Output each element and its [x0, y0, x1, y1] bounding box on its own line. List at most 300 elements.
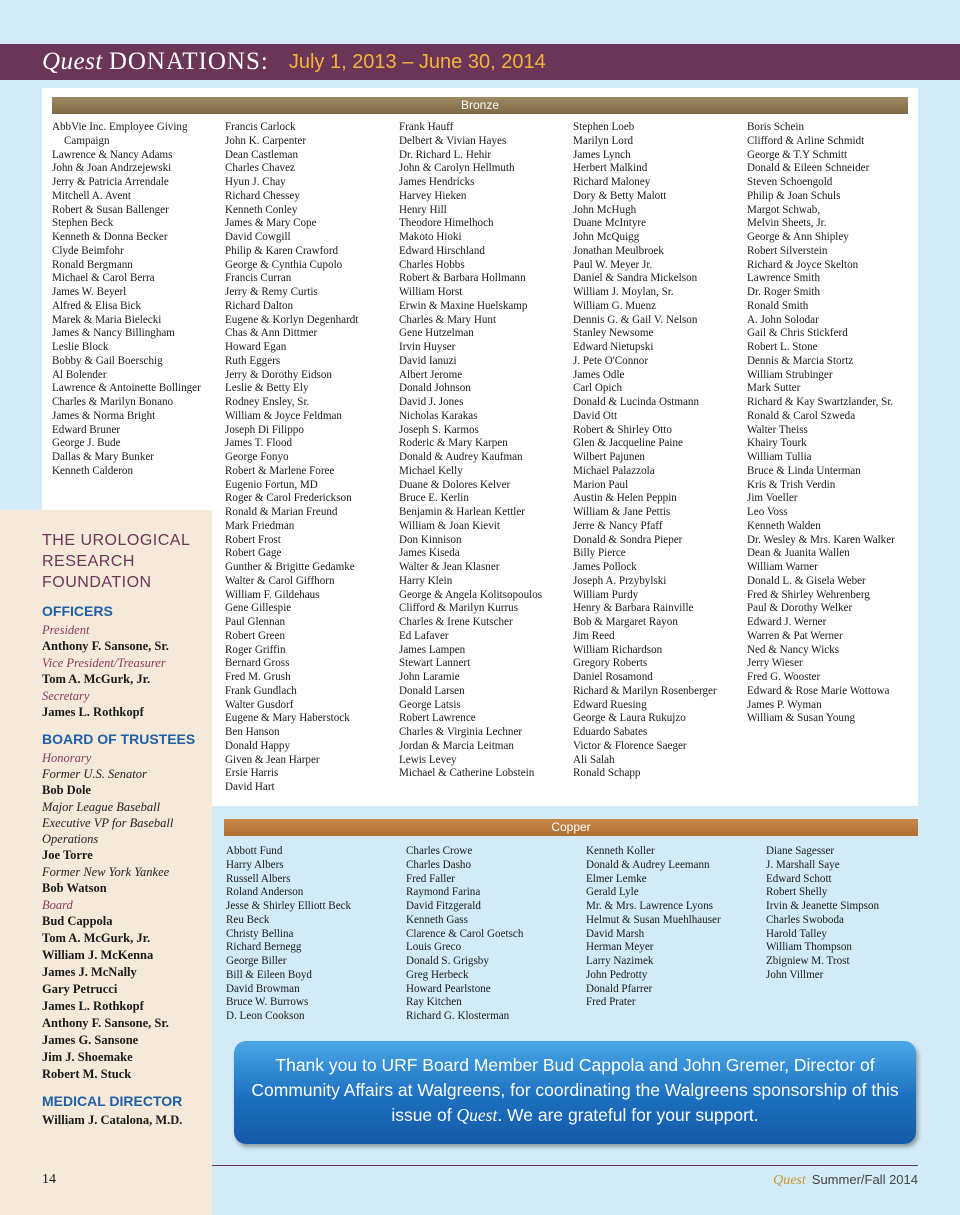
bronze-donor: Donald & Sondra Pieper	[573, 533, 683, 546]
bronze-donor: Donald Larsen	[399, 684, 465, 697]
bronze-donor: John & Carolyn Hellmuth	[399, 162, 515, 175]
board-member: James L. Rothkopf	[42, 999, 144, 1013]
footer-quest: Quest	[773, 1173, 806, 1188]
bronze-donor: John McQuigg	[573, 231, 640, 243]
bronze-donor: Charles & Irene Kutscher	[399, 616, 513, 628]
date-range: July 1, 2013 – June 30, 2014	[288, 50, 546, 73]
bronze-donor: Robert Silverstein	[747, 244, 828, 257]
bronze-donor: Don Kinnison	[399, 533, 462, 546]
bronze-donor: Gene Hutzelman	[399, 327, 474, 340]
bronze-donor: James W. Beyerl	[52, 286, 127, 298]
bronze-donor: Edward & Rose Marie Wottowa	[747, 684, 890, 697]
bronze-donor: Jerre & Nancy Pfaff	[573, 519, 663, 532]
bronze-donor: Stephen Loeb	[573, 121, 635, 133]
bronze-donor: Delbert & Vivian Hayes	[399, 134, 507, 147]
urf-sidebar	[0, 510, 212, 1215]
bronze-donor: Walter & Jean Klasner	[399, 561, 500, 573]
bronze-donor: Ruth Eggers	[225, 354, 281, 367]
copper-donor: Diane Sagesser	[766, 845, 835, 857]
copper-donor: John Pedrotty	[586, 968, 648, 981]
officers-heading: OFFICERS	[42, 603, 113, 619]
bronze-donor: William G. Muenz	[573, 299, 657, 312]
bronze-donor: William Warner	[747, 561, 818, 573]
bronze-donor: Bobby & Gail Boerschig	[52, 354, 163, 367]
board-member: Tom A. McGurk, Jr.	[42, 931, 151, 945]
bronze-donor: Edward Ruesing	[573, 698, 647, 711]
bronze-donor: A. John Solodar	[747, 313, 819, 326]
bronze-donor: Fred M. Grush	[225, 671, 291, 683]
bronze-donor: Jim Reed	[573, 629, 615, 642]
bronze-donor: George J. Bude	[52, 437, 121, 450]
bronze-donor: Erwin & Maxine Huelskamp	[399, 299, 528, 312]
bronze-donor: Michael & Carol Berra	[52, 272, 155, 285]
bronze-donor: William Tullia	[747, 451, 812, 463]
bronze-donor: Edward Nietupski	[573, 341, 654, 353]
bronze-donor: George & Cynthia Cupolo	[225, 258, 343, 271]
bronze-donor: Donald & Eileen Schneider	[747, 162, 870, 175]
copper-donor: Donald & Audrey Leemann	[586, 858, 710, 871]
bronze-donor: Charles Hobbs	[399, 258, 465, 271]
secretary-name: James L. Rothkopf	[42, 705, 144, 719]
bronze-donor: Nicholas Karakas	[399, 409, 478, 422]
bronze-donor: James Lampen	[399, 643, 466, 656]
vp-role: Vice President/Treasurer	[42, 656, 166, 670]
bronze-donor: William Horst	[399, 286, 463, 298]
bronze-donor: John McHugh	[573, 203, 637, 216]
bronze-donor: Howard Egan	[225, 341, 287, 353]
bronze-donor: Benjamin & Harlean Kettler	[399, 506, 525, 518]
bronze-donor: Leslie Block	[52, 341, 109, 353]
bronze-donor: James Hendricks	[399, 176, 475, 188]
bronze-donor: Francis Curran	[225, 272, 292, 285]
bronze-donor: Stanley Newsome	[573, 327, 654, 340]
copper-donor: Harry Albers	[226, 858, 284, 871]
bronze-donor: Kenneth & Donna Becker	[52, 231, 168, 243]
honor2-desc3: Operations	[42, 832, 99, 846]
bronze-donor: Dennis & Marcia Stortz	[747, 354, 854, 367]
bronze-donor: Bruce & Linda Unterman	[747, 464, 861, 477]
bronze-donor: Donald & Lucinda Ostmann	[573, 396, 700, 408]
bronze-donor: Bruce E. Kerlin	[399, 492, 469, 505]
bronze-donor: George & Ann Shipley	[747, 231, 849, 243]
bronze-donor: Steven Schoengold	[747, 176, 833, 188]
bronze-donor: Mark Friedman	[225, 519, 295, 532]
copper-donor: Howard Pearlstone	[406, 982, 491, 995]
bronze-donor: Dr. Wesley & Mrs. Karen Walker	[747, 533, 895, 546]
bronze-donor: Richard Dalton	[225, 299, 294, 312]
bronze-donor: Robert Green	[225, 629, 286, 642]
bronze-donor: George Fonyo	[225, 451, 289, 463]
bronze-donor: Duane McIntyre	[573, 217, 647, 230]
honor2-name: Joe Torre	[42, 848, 93, 862]
bronze-donor: Clifford & Arline Schmidt	[747, 134, 865, 147]
bronze-donor: Eugene & Korlyn Degenhardt	[225, 313, 359, 326]
bronze-donor: Joseph S. Karmos	[399, 423, 479, 436]
bronze-donor: Robert L. Stone	[747, 341, 818, 353]
bronze-donor: William & Joyce Feldman	[225, 409, 342, 422]
bronze-donor: Ronald & Marian Freund	[225, 506, 338, 518]
bronze-donor: Fred G. Wooster	[747, 671, 821, 683]
footer-issue	[773, 1172, 918, 1189]
bronze-donor: Bernard Gross	[225, 657, 290, 670]
bronze-donor: William Strubinger	[747, 368, 833, 381]
president-name: Anthony F. Sansone, Sr.	[42, 639, 169, 653]
bronze-donor: Ali Salah	[573, 753, 615, 766]
copper-donor: William Thompson	[766, 941, 852, 954]
copper-donor: Jesse & Shirley Elliott Beck	[226, 900, 352, 912]
bronze-donor: Dr. Richard L. Hehir	[399, 148, 492, 161]
copper-donor: Roland Anderson	[226, 886, 304, 899]
bronze-column	[747, 121, 907, 726]
bronze-donor: Stewart Lannert	[399, 657, 471, 670]
page-header	[0, 44, 960, 80]
board-member: Jim J. Shoemake	[42, 1050, 133, 1064]
bronze-donor: Paul Glennan	[225, 616, 286, 628]
trustees-heading: BOARD OF TRUSTEES	[42, 731, 196, 747]
board-member: Gary Petrucci	[42, 982, 118, 996]
bronze-donor: Robert & Susan Ballenger	[52, 203, 169, 216]
bronze-donor: Dallas & Mary Bunker	[52, 451, 154, 463]
quest-title: Quest	[42, 48, 103, 75]
copper-donor: Abbott Fund	[226, 845, 283, 857]
bronze-donor: Clifford & Marilyn Kurrus	[399, 602, 519, 615]
copper-donor: Russell Albers	[226, 872, 291, 885]
copper-donor: Zbigniew M. Trost	[766, 955, 850, 967]
honor1-desc: Former U.S. Senator	[42, 767, 147, 781]
bronze-donor: Carl Opich	[573, 382, 622, 395]
honor2-desc1: Major League Baseball	[42, 800, 161, 814]
bronze-donor: Ersie Harris	[225, 767, 279, 780]
bronze-donor: Donald Happy	[225, 739, 291, 752]
copper-donor: Charles Dasho	[406, 858, 472, 871]
copper-donor: Larry Nazimek	[586, 955, 654, 967]
bronze-donor: George & Laura Rukujzo	[573, 712, 686, 725]
bronze-donor: Robert Lawrence	[399, 712, 476, 725]
copper-donor: Charles Crowe	[406, 845, 473, 857]
bronze-donor: Ronald Bergmann	[52, 258, 133, 271]
bronze-donor: Irvin Huyser	[399, 341, 456, 353]
bronze-donor: Robert Frost	[225, 533, 281, 546]
board-member: Bud Cappola	[42, 914, 113, 928]
bronze-donor: William & Jane Pettis	[573, 506, 671, 518]
copper-donor: Robert Shelly	[766, 886, 828, 899]
honor2-desc2: Executive VP for Baseball	[42, 816, 174, 830]
bronze-donor: Daniel & Sandra Mickelson	[573, 272, 698, 285]
bronze-donor: Clyde Beimfohr	[52, 244, 124, 257]
bronze-donor: Victor & Florence Saeger	[573, 739, 687, 752]
copper-donor: Raymond Farina	[406, 886, 481, 899]
copper-column	[586, 845, 761, 1010]
bronze-donor: William Richardson	[573, 643, 663, 656]
bronze-donor: Richard & Joyce Skelton	[747, 258, 859, 271]
bronze-donor: Gregory Roberts	[573, 657, 648, 670]
bronze-donor: Michael Kelly	[399, 464, 463, 477]
copper-donor: Reu Beck	[226, 913, 270, 926]
bronze-donor: James Lynch	[573, 148, 631, 161]
bronze-donor: Charles & Mary Hunt	[399, 313, 497, 326]
bronze-donor: Glen & Jacqueline Paine	[573, 437, 683, 450]
honor3-desc: Former New York Yankee	[42, 865, 170, 879]
bronze-donor: David Cowgill	[225, 231, 291, 243]
bronze-column	[399, 121, 564, 781]
bronze-donor: Khairy Tourk	[747, 437, 807, 450]
bronze-donor: Harvey Hieken	[399, 189, 467, 202]
bronze-donor: Richard Chessey	[225, 189, 300, 202]
bronze-donor: Austin & Helen Peppin	[573, 492, 677, 505]
bronze-donor: Charles Chavez	[225, 162, 295, 175]
bronze-donor: Given & Jean Harper	[225, 753, 320, 766]
medical-name: William J. Catalona, M.D.	[42, 1113, 183, 1127]
bronze-donor: David J. Jones	[399, 396, 464, 408]
bronze-donor: Ned & Nancy Wicks	[747, 643, 840, 656]
bronze-donor: Albert Jerome	[399, 368, 463, 381]
bronze-donor: Margot Schwab,	[747, 203, 821, 216]
bronze-donor: Kenneth Walden	[747, 519, 821, 532]
bronze-donor: Lewis Levey	[399, 753, 457, 766]
bronze-donor: Rodney Ensley, Sr.	[225, 396, 310, 408]
bronze-donor: Richard Maloney	[573, 176, 651, 188]
bronze-donor: Dean & Juanita Wallen	[747, 547, 850, 560]
bronze-donor: J. Pete O'Connor	[573, 354, 649, 367]
bronze-donor: Leslie & Betty Ely	[225, 382, 309, 395]
bronze-donor: Charles & Marilyn Bonano	[52, 396, 174, 408]
copper-donor: David Fitzgerald	[406, 900, 481, 912]
copper-donor: Bruce W. Burrows	[226, 996, 309, 1009]
bronze-donor: Ronald & Carol Szweda	[747, 409, 856, 422]
bronze-column	[52, 121, 217, 479]
thanks-quest: Quest	[456, 1105, 498, 1125]
copper-donor: Christy Bellina	[226, 927, 294, 940]
bronze-donor: James Odle	[573, 368, 625, 381]
bronze-donor: Frank Gundlach	[225, 684, 297, 697]
bronze-donor: Dennis G. & Gail V. Nelson	[573, 313, 698, 326]
copper-donor: Kenneth Koller	[586, 845, 655, 857]
bronze-donor: Warren & Pat Werner	[747, 629, 843, 642]
bronze-donor: Robert & Marlene Foree	[225, 464, 335, 477]
bronze-donor: Michael & Catherine Lobstein	[399, 767, 535, 780]
bronze-donor: John & Joan Andrzejewski	[52, 162, 172, 175]
copper-donor: David Browman	[226, 982, 300, 995]
bronze-donor: Duane & Dolores Kelver	[399, 478, 511, 491]
copper-column	[226, 845, 401, 1024]
copper-donor: Elmer Lemke	[586, 872, 647, 885]
bronze-donor: George & T.Y Schmitt	[747, 148, 848, 161]
bronze-donor: Walter Theiss	[747, 423, 808, 436]
bronze-donor: Melvin Sheets, Jr.	[747, 217, 827, 230]
board-member: William J. McKenna	[42, 948, 154, 962]
copper-donor: Fred Prater	[586, 996, 636, 1009]
board-member: Robert M. Stuck	[42, 1067, 132, 1081]
bronze-donor: Al Bolender	[52, 368, 107, 381]
copper-donor: J. Marshall Saye	[766, 858, 840, 871]
copper-donor: David Marsh	[586, 927, 645, 940]
bronze-donor: John K. Carpenter	[225, 134, 307, 147]
bronze-donor: Jonathan Meulbroek	[573, 244, 664, 257]
bronze-donor: James P. Wyman	[747, 698, 822, 711]
bronze-donor: Philip & Joan Schuls	[747, 189, 841, 202]
footer-issue-text: Summer/Fall 2014	[811, 1172, 918, 1187]
copper-donor: Mr. & Mrs. Lawrence Lyons	[586, 900, 713, 912]
bronze-donor: David Ott	[573, 409, 618, 422]
copper-donor: Richard Bernegg	[226, 941, 302, 954]
bronze-donor: Herbert Malkind	[573, 162, 648, 175]
donations-title: DONATIONS:	[108, 48, 269, 75]
bronze-donor: Lawrence & Antoinette Bollinger	[52, 382, 201, 395]
copper-donor: Gerald Lyle	[586, 886, 639, 899]
bronze-donor: Joseph Di Filippo	[225, 423, 304, 436]
bronze-donor: Fred & Shirley Wehrenberg	[747, 588, 870, 601]
board-member: Anthony F. Sansone, Sr.	[42, 1016, 169, 1030]
bronze-donor: Philip & Karen Crawford	[225, 244, 339, 257]
bronze-donor: Billy Pierce	[573, 547, 626, 560]
bronze-donor: Charles & Virginia Lechner	[399, 726, 523, 738]
bronze-donor: James T. Flood	[225, 437, 293, 450]
bronze-donor: Jordan & Marcia Leitman	[399, 739, 514, 752]
bronze-donor: James & Nancy Billingham	[52, 327, 175, 340]
bronze-donor: David Hart	[225, 781, 275, 793]
bronze-column	[573, 121, 738, 781]
bronze-donor: Roger & Carol Frederickson	[225, 492, 352, 505]
footer-rule	[212, 1165, 918, 1166]
thanks-text-2: . We are grateful for your support.	[497, 1105, 759, 1125]
bronze-donor: Eduardo Sabates	[573, 726, 648, 738]
bronze-donor: Kenneth Conley	[225, 203, 298, 216]
bronze-donor: Wilbert Pajunen	[573, 451, 645, 463]
copper-donor: Harold Talley	[766, 927, 827, 940]
copper-donor: Greg Herbeck	[406, 968, 469, 981]
board-role: Board	[42, 898, 73, 912]
medical-heading: MEDICAL DIRECTOR	[42, 1093, 183, 1109]
bronze-donor: Marilyn Lord	[573, 134, 634, 147]
org-name: THE UROLOGICAL RESEARCH FOUNDATION	[42, 532, 191, 591]
bronze-donor: Alfred & Elisa Bick	[52, 299, 142, 312]
vp-name: Tom A. McGurk, Jr.	[42, 672, 151, 686]
bronze-donor: George Latsis	[399, 698, 461, 711]
bronze-donor: Ben Hanson	[225, 726, 280, 738]
copper-donor: Fred Faller	[406, 872, 455, 885]
bronze-donor: Henry Hill	[399, 203, 447, 216]
bronze-donor: Gunther & Brigitte Gedamke	[225, 561, 355, 573]
bronze-column	[225, 121, 395, 795]
board-members	[42, 913, 212, 1083]
copper-column	[406, 845, 581, 1024]
bronze-donor: Harry Klein	[399, 574, 453, 587]
copper-donor: Irvin & Jeanette Simpson	[766, 900, 880, 912]
bronze-donor: Gene Gillespie	[225, 602, 292, 615]
copper-donor: Charles Swoboda	[766, 913, 844, 926]
bronze-donor: Walter & Carol Giffhorn	[225, 574, 335, 587]
bronze-donor: William F. Gildehaus	[225, 588, 320, 601]
bronze-donor: William & Joan Kievit	[399, 519, 500, 532]
bronze-donor: Jerry Wieser	[747, 657, 803, 670]
bronze-donor: Ed Lafaver	[399, 629, 449, 642]
bronze-donor: Edward Hirschland	[399, 244, 485, 257]
honor3-name: Bob Watson	[42, 881, 107, 895]
bronze-donor: Eugenio Fortun, MD	[225, 478, 318, 491]
bronze-donor: Marek & Maria Bielecki	[52, 313, 162, 326]
bronze-donor: Walter Gusdorf	[225, 698, 294, 711]
copper-donor: Louis Greco	[406, 941, 462, 954]
bronze-donor: Paul W. Meyer Jr.	[573, 258, 653, 271]
bronze-donor: Kenneth Calderon	[52, 464, 134, 477]
bronze-donor: Theodore Himelhoch	[399, 217, 494, 230]
copper-donor: Donald Pfarrer	[586, 982, 653, 995]
bronze-donor: Mitchell A. Avent	[52, 189, 131, 202]
copper-donor: Donald S. Grigsby	[406, 955, 489, 967]
bronze-donor: James Pollock	[573, 561, 637, 573]
bronze-donor: Edward Bruner	[52, 423, 121, 436]
bronze-band: Bronze	[52, 97, 908, 114]
bronze-donor: Dr. Roger Smith	[747, 286, 821, 298]
copper-donor: Edward Schott	[766, 872, 832, 885]
bronze-donor: Robert & Shirley Otto	[573, 423, 672, 436]
bronze-donor: James & Mary Cope	[225, 217, 317, 230]
bronze-donor: Bob & Margaret Rayon	[573, 616, 678, 628]
bronze-donor: Jim Voeller	[747, 492, 798, 505]
bronze-donor: Michael Palazzola	[573, 464, 655, 477]
bronze-donor: Dory & Betty Malott	[573, 189, 667, 202]
copper-band: Copper	[224, 819, 918, 836]
honorary-role: Honorary	[42, 751, 92, 765]
bronze-donor: Leo Voss	[747, 506, 788, 518]
bronze-donor: William J. Moylan, Sr.	[573, 286, 674, 298]
bronze-donor: Ronald Schapp	[573, 767, 641, 780]
bronze-donor: James Kiseda	[399, 547, 460, 560]
bronze-donor: Richard & Kay Swartzlander, Sr.	[747, 396, 894, 408]
bronze-donor: Richard & Marilyn Rosenberger	[573, 684, 717, 697]
copper-donor: Herman Meyer	[586, 941, 654, 954]
bronze-donor: Ronald Smith	[747, 299, 809, 312]
bronze-donor: Roger Griffin	[225, 643, 286, 656]
bronze-donor: William & Susan Young	[747, 712, 856, 725]
bronze-donor: Chas & Ann Dittmer	[225, 327, 318, 340]
copper-donor: Helmut & Susan Muehlhauser	[586, 913, 721, 926]
bronze-donor: Joseph A. Przybylski	[573, 574, 667, 587]
bronze-donor: Paul & Dorothy Welker	[747, 602, 853, 615]
bronze-donor: Henry & Barbara Rainville	[573, 602, 694, 615]
bronze-donor: William Purdy	[573, 588, 639, 601]
thank-you-box	[234, 1041, 916, 1144]
president-role: President	[42, 623, 90, 637]
bronze-donor: Boris Schein	[747, 121, 805, 133]
bronze-donor: Kris & Trish Verdin	[747, 478, 836, 491]
board-member: James J. McNally	[42, 965, 137, 979]
board-member: James G. Sansone	[42, 1033, 139, 1047]
bronze-donor: Francis Carlock	[225, 121, 296, 133]
bronze-donor: Hyun J. Chay	[225, 176, 286, 188]
copper-donor: Richard G. Klosterman	[406, 1010, 510, 1022]
bronze-donor: Lawrence & Nancy Adams	[52, 148, 173, 161]
bronze-donor: AbbVie Inc. Employee Giving Campaign	[52, 121, 188, 147]
bronze-donor: Donald L. & Gisela Weber	[747, 574, 866, 587]
thanks-text-1: Thank you to URF Board Member Bud Cappola and John Gremer, Director of Community Affairs at Walgreens, for coordinating the Walgreens sponsorship of this issue of	[251, 1055, 899, 1125]
copper-donor: Kenneth Gass	[406, 913, 468, 926]
bronze-donor: James & Norma Bright	[52, 409, 156, 422]
bronze-donor: Jerry & Remy Curtis	[225, 286, 318, 298]
copper-donor: D. Leon Cookson	[226, 1010, 305, 1022]
bronze-donor: David Ianuzi	[399, 354, 457, 367]
bronze-donor: Donald & Audrey Kaufman	[399, 451, 523, 463]
copper-donor: John Villmer	[766, 968, 824, 981]
bronze-donor: Roderic & Mary Karpen	[399, 437, 508, 450]
bronze-donor: Gail & Chris Stickferd	[747, 327, 848, 340]
bronze-donor: Lawrence Smith	[747, 272, 821, 285]
secretary-role: Secretary	[42, 689, 90, 703]
honor1-name: Bob Dole	[42, 783, 91, 797]
bronze-donor: Eugene & Mary Haberstock	[225, 712, 350, 725]
bronze-donor: Frank Hauff	[399, 121, 454, 133]
bronze-donor: Donald Johnson	[399, 382, 471, 395]
